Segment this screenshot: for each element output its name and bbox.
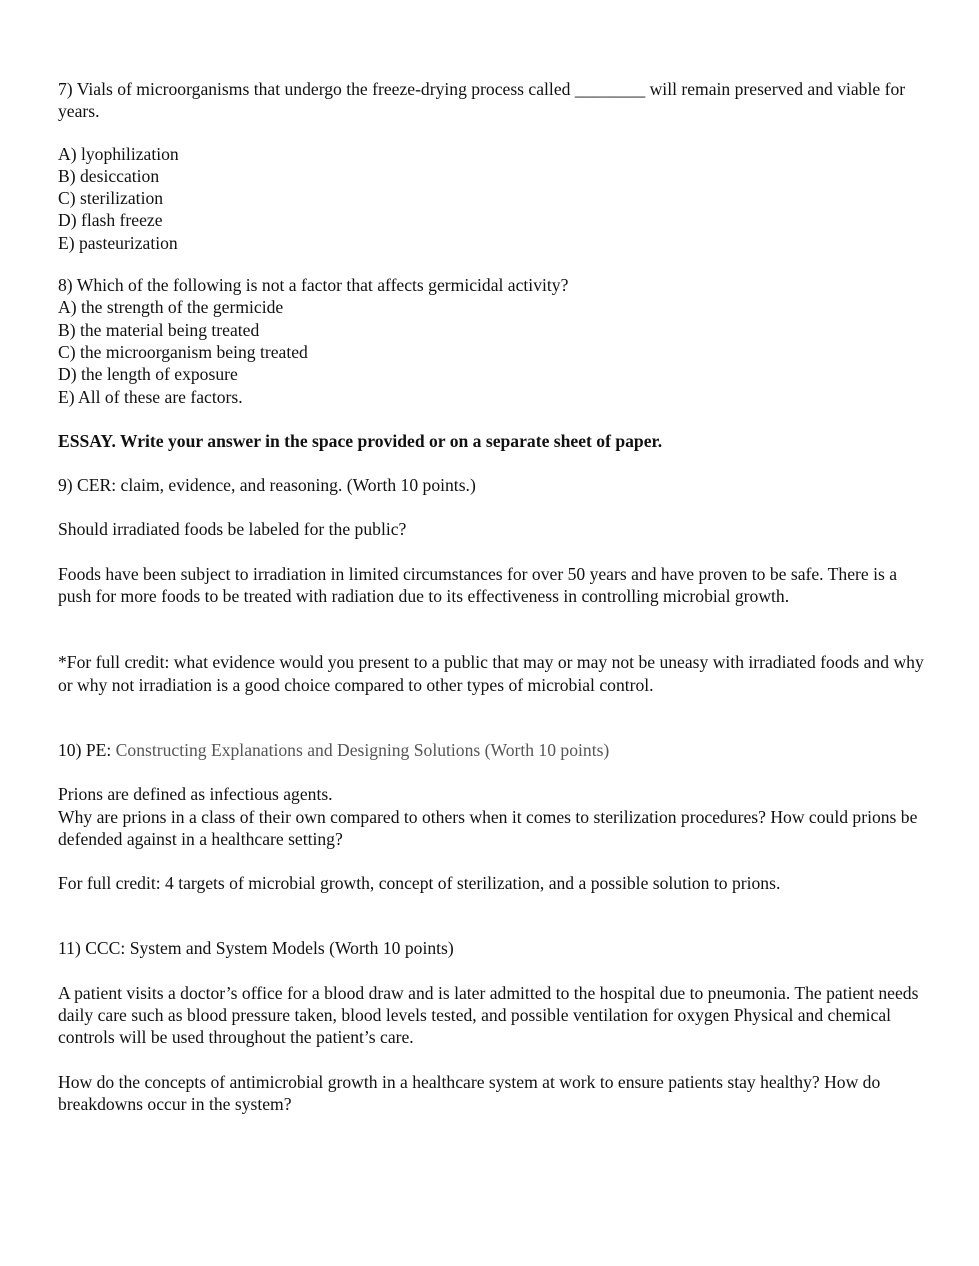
question-7-stem: 7) Vials of microorganisms that undergo the freeze-drying process called ________ will remain preserved and viable for years. <box>58 79 906 122</box>
question-7-option-c: C) sterilization <box>58 188 164 209</box>
question-7-options <box>58 143 928 254</box>
question-10-title <box>58 739 928 761</box>
question-8-options <box>58 296 928 407</box>
question-8-option-d: D) the length of exposure <box>58 364 238 385</box>
question-8-option-a: A) the strength of the germicide <box>58 297 284 318</box>
essay-section-heading: ESSAY. Write your answer in the space provided or on a separate sheet of paper. <box>58 430 663 451</box>
question-10-credit: For full credit: 4 targets of microbial growth, concept of sterilization, and a possible solution to prions. <box>58 873 781 894</box>
question-9-credit: *For full credit: what evidence would you present to a public that may or may not be uneasy with irradiated foods and why or why not irradiation is a good choice compared to other types of microbial control. <box>58 652 924 695</box>
question-11-question: How do the concepts of antimicrobial growth in a healthcare system at work to ensure patients stay healthy? How do breakdowns occur in the system? <box>58 1071 881 1114</box>
question-8-stem: 8) Which of the following is not a factor that affects germicidal activity? <box>58 275 569 296</box>
question-9-context: Foods have been subject to irradiation in limited circumstances for over 50 years and have proven to be safe. There is a push for more foods to be treated with radiation due to its effectiveness in controlling microbial growth. <box>58 563 898 607</box>
question-10-title-prefix: 10) PE: <box>58 739 116 760</box>
question-8-option-c: C) the microorganism being treated <box>58 341 308 362</box>
question-7-option-b: B) desiccation <box>58 165 160 186</box>
question-10-title-rest: Constructing Explanations and Designing Solutions (Worth 10 points) <box>115 739 610 760</box>
question-10-line-2: Why are prions in a class of their own compared to others when it comes to sterilization procedures? How could prions be defended against in a healthcare setting? <box>58 806 918 849</box>
question-10-line-1: Prions are defined as infectious agents. <box>58 784 333 805</box>
question-11-title: 11) CCC: System and System Models (Worth 10 points) <box>58 938 454 959</box>
question-8-option-e: E) All of these are factors. <box>58 386 243 407</box>
document-page <box>58 78 928 1115</box>
question-8-option-b: B) the material being treated <box>58 319 260 340</box>
question-7-option-a: A) lyophilization <box>58 143 179 164</box>
question-9-question: Should irradiated foods be labeled for the public? <box>58 519 407 540</box>
question-9-title: 9) CER: claim, evidence, and reasoning. (Worth 10 points.) <box>58 475 476 496</box>
question-11-context: A patient visits a doctor’s office for a blood draw and is later admitted to the hospital due to pneumonia. The patient needs daily care such as blood pressure taken, blood levels tested, and possible ventilation for oxygen Physical and chemical controls will be used throughout the patient’s care. <box>58 982 919 1048</box>
question-7-option-d: D) flash freeze <box>58 210 163 231</box>
question-7-option-e: E) pasteurization <box>58 232 178 253</box>
